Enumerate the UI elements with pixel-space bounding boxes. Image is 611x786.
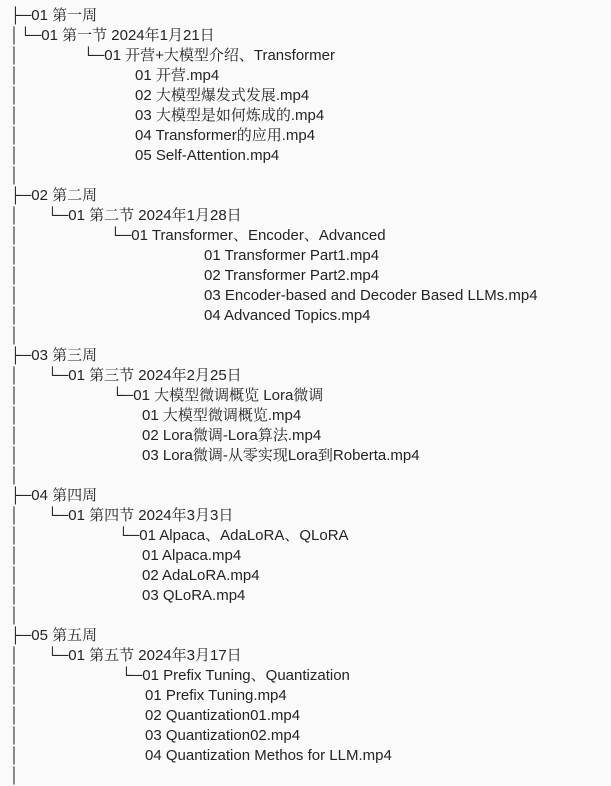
tree-vertical-bar-glyph: │ <box>10 607 20 624</box>
tree-line-text: 04 Advanced Topics.mp4 <box>204 307 371 324</box>
file-item <box>0 266 611 286</box>
file-item <box>0 286 611 306</box>
folder-item-session <box>0 366 611 386</box>
tree-line-text: └─01 Transformer、Encoder、Advanced <box>110 227 386 244</box>
tree-vertical-bar-glyph: │ <box>10 167 20 184</box>
tree-line-text: 01 大模型微调概览.mp4 <box>142 407 302 424</box>
tree-vertical-bar-glyph: │ <box>10 387 20 404</box>
tree-vertical-bar-glyph: │ <box>10 367 20 384</box>
tree-vertical-bar-glyph: │ <box>10 287 20 304</box>
tree-guide-line <box>0 606 611 626</box>
folder-item-week <box>0 186 611 206</box>
folder-item-topic <box>0 386 611 406</box>
file-item <box>0 66 611 86</box>
tree-line-text: └─01 Prefix Tuning、Quantization <box>121 667 350 684</box>
tree-guide-line <box>0 766 611 786</box>
tree-vertical-bar-glyph: │ <box>10 707 20 724</box>
tree-vertical-bar-glyph: │ <box>10 87 20 104</box>
tree-line-text: 02 大模型爆发式发展.mp4 <box>135 87 310 104</box>
tree-vertical-bar-glyph: │ <box>10 447 20 464</box>
folder-item-week <box>0 346 611 366</box>
tree-vertical-bar-glyph: │ <box>10 647 20 664</box>
tree-line-text: 05 Self-Attention.mp4 <box>135 147 280 164</box>
tree-vertical-bar-glyph: │ <box>10 27 20 44</box>
tree-line-text: └─01 第三节 2024年2月25日 <box>47 367 242 384</box>
tree-line-text: 02 Lora微调-Lora算法.mp4 <box>142 427 322 444</box>
tree-vertical-bar-glyph: │ <box>10 687 20 704</box>
folder-item-topic <box>0 226 611 246</box>
tree-vertical-bar-glyph: │ <box>10 567 20 584</box>
tree-line-text: 04 Transformer的应用.mp4 <box>135 127 316 144</box>
tree-line-text: 03 Encoder-based and Decoder Based LLMs.mp4 <box>204 287 538 304</box>
tree-vertical-bar-glyph: │ <box>10 427 20 444</box>
file-item <box>0 246 611 266</box>
tree-line-text: 01 开营.mp4 <box>135 67 220 84</box>
tree-vertical-bar-glyph: │ <box>10 767 20 784</box>
tree-line-text: 03 Lora微调-从零实现Lora到Roberta.mp4 <box>142 447 420 464</box>
folder-item-session <box>0 26 611 46</box>
tree-vertical-bar-glyph: │ <box>10 587 20 604</box>
tree-line-text: └─01 第五节 2024年3月17日 <box>47 647 242 664</box>
tree-guide-line <box>0 466 611 486</box>
tree-line-text: ├─01 第一周 <box>10 7 98 24</box>
file-item <box>0 726 611 746</box>
tree-line-text: 02 Quantization01.mp4 <box>145 707 301 724</box>
tree-line-text: 01 Prefix Tuning.mp4 <box>145 687 287 704</box>
tree-vertical-bar-glyph: │ <box>10 147 20 164</box>
file-item <box>0 586 611 606</box>
tree-guide-line <box>0 166 611 186</box>
tree-vertical-bar-glyph: │ <box>10 227 20 244</box>
tree-vertical-bar-glyph: │ <box>10 207 20 224</box>
tree-line-text: 01 Alpaca.mp4 <box>142 547 242 564</box>
tree-line-text: 01 Transformer Part1.mp4 <box>204 247 380 264</box>
folder-item-topic <box>0 666 611 686</box>
folder-item-session <box>0 646 611 666</box>
tree-line-text: ├─04 第四周 <box>10 487 98 504</box>
tree-vertical-bar-glyph: │ <box>10 47 20 64</box>
tree-line-text: └─01 Alpaca、AdaLoRA、QLoRA <box>118 527 349 544</box>
folder-item-week <box>0 6 611 26</box>
file-item <box>0 426 611 446</box>
tree-vertical-bar-glyph: │ <box>10 267 20 284</box>
tree-line-text: └─01 大模型微调概览 Lora微调 <box>112 387 324 404</box>
tree-vertical-bar-glyph: │ <box>10 307 20 324</box>
tree-vertical-bar-glyph: │ <box>10 247 20 264</box>
tree-line-text: ├─05 第五周 <box>10 627 98 644</box>
folder-item-topic <box>0 526 611 546</box>
file-item <box>0 566 611 586</box>
tree-line-text: 03 大模型是如何炼成的.mp4 <box>135 107 325 124</box>
tree-vertical-bar-glyph: │ <box>10 67 20 84</box>
file-item <box>0 126 611 146</box>
tree-vertical-bar-glyph: │ <box>10 327 20 344</box>
file-item <box>0 86 611 106</box>
tree-vertical-bar-glyph: │ <box>10 107 20 124</box>
folder-item-topic <box>0 46 611 66</box>
tree-line-text: └─01 第一节 2024年1月21日 <box>20 27 215 44</box>
tree-vertical-bar-glyph: │ <box>10 667 20 684</box>
tree-line-text: └─01 第四节 2024年3月3日 <box>47 507 234 524</box>
tree-line-text: 03 Quantization02.mp4 <box>145 727 301 744</box>
tree-guide-line <box>0 326 611 346</box>
file-item <box>0 546 611 566</box>
tree-line-text: ├─02 第二周 <box>10 187 98 204</box>
tree-vertical-bar-glyph: │ <box>10 467 20 484</box>
folder-item-week <box>0 626 611 646</box>
file-item <box>0 406 611 426</box>
tree-line-text: 02 Transformer Part2.mp4 <box>204 267 380 284</box>
tree-vertical-bar-glyph: │ <box>10 507 20 524</box>
tree-vertical-bar-glyph: │ <box>10 127 20 144</box>
tree-line-text: 02 AdaLoRA.mp4 <box>142 567 260 584</box>
tree-line-text: └─01 开营+大模型介绍、Transformer <box>83 47 335 64</box>
file-item <box>0 446 611 466</box>
tree-line-text: 04 Quantization Methos for LLM.mp4 <box>145 747 392 764</box>
file-item <box>0 746 611 766</box>
file-item <box>0 306 611 326</box>
tree-vertical-bar-glyph: │ <box>10 747 20 764</box>
file-item <box>0 146 611 166</box>
folder-item-week <box>0 486 611 506</box>
tree-vertical-bar-glyph: │ <box>10 527 20 544</box>
tree-line-text: 03 QLoRA.mp4 <box>142 587 246 604</box>
tree-vertical-bar-glyph: │ <box>10 727 20 744</box>
file-item <box>0 706 611 726</box>
file-item <box>0 106 611 126</box>
tree-vertical-bar-glyph: │ <box>10 407 20 424</box>
file-item <box>0 686 611 706</box>
folder-item-session <box>0 506 611 526</box>
tree-line-text: └─01 第二节 2024年1月28日 <box>47 207 242 224</box>
folder-item-session <box>0 206 611 226</box>
tree-vertical-bar-glyph: │ <box>10 547 20 564</box>
tree-line-text: ├─03 第三周 <box>10 347 98 364</box>
